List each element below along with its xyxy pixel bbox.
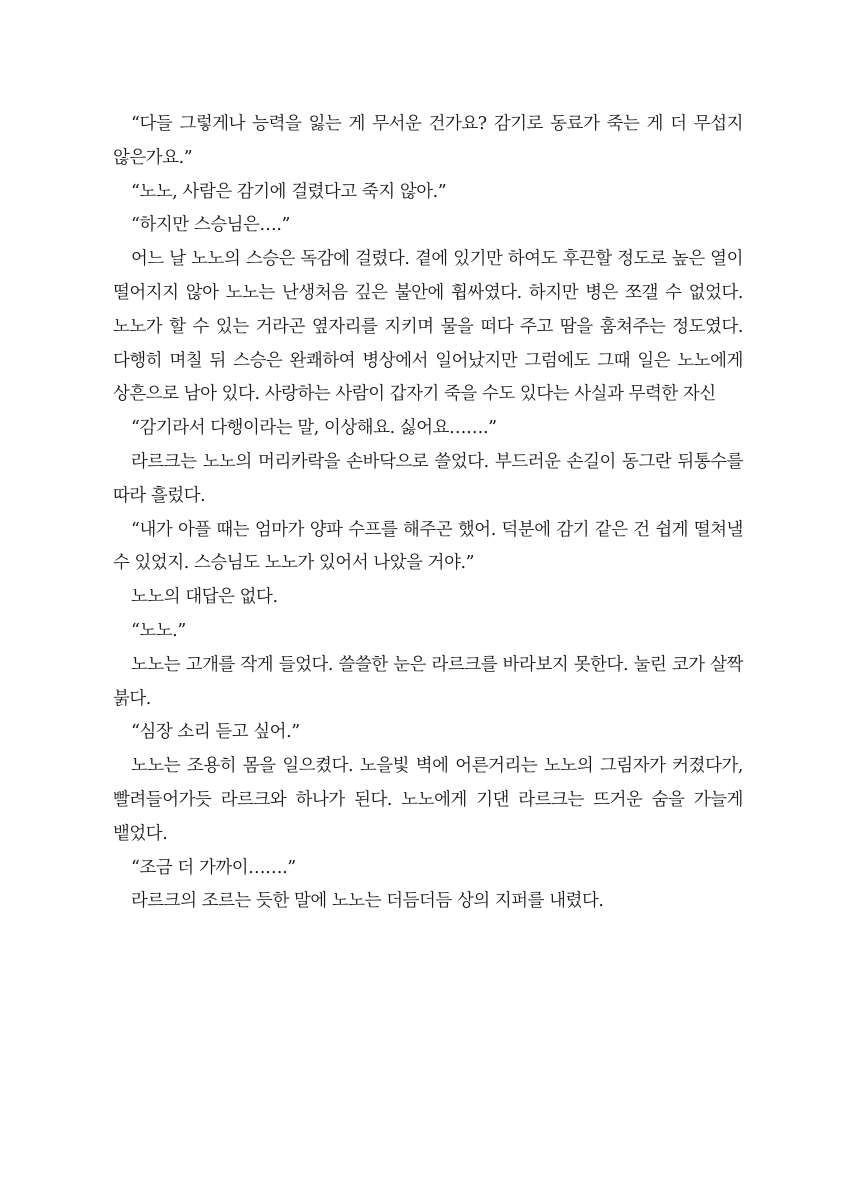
paragraph-7: “내가 아플 때는 엄마가 양파 수프를 해주곤 했어. 덕분에 감기 같은 건 쉽게 떨쳐낼 수 있었지. 스승님도 노노가 있어서 나았을 거야.” [113,519,743,574]
paragraph-1: “다들 그렇게나 능력을 잃는 게 무서운 건가요? 감기로 동료가 죽는 게 더 무섭지 않은가요.” [113,114,743,168]
paragraph-14: 라르크의 조르는 듯한 말에 노노는 더듬더듬 상의 지퍼를 내렸다. [131,891,604,912]
paragraph-12: 노노는 조용히 몸을 일으켰다. 노을빛 벽에 어른거리는 노노의 그림자가 커졌다가, 빨려들어가듯 라르크와 하나가 된다. 노노에게 기댄 라르크는 뜨거운 숨을 가늘게 뱉었다. [113,756,743,844]
paragraph-2: “노노, 사람은 감기에 걸렸다고 죽지 않아.” [131,181,447,202]
paragraph-11: “심장 소리 듣고 싶어.” [131,722,300,743]
paragraph-8: 노노의 대답은 없다. [131,587,278,608]
paragraph-6: 라르크는 노노의 머리카락을 손바닥으로 쓸었다. 부드러운 손길이 동그란 뒤통수를 따라 흘렀다. [113,451,743,506]
paragraph-13: “조금 더 가까이…….” [131,857,296,878]
paragraph-5: “감기라서 다행이라는 말, 이상해요. 싫어요…….” [131,418,497,439]
paragraph-3: “하지만 스승님은….” [131,215,291,236]
paragraph-4: 어느 날 노노의 스승은 독감에 걸렸다. 곁에 있기만 하여도 후끈할 정도로 높은 열이 떨어지지 않아 노노는 난생처음 깊은 불안에 휩싸였다. 하지만 병은 쪼갤 수 없었다. 노노가 할 수 있는 거라곤 옆자리를 지키며 물을 떠다 주고 땀을 훔쳐주는 정도였다. 다행히 며칠 뒤 스승은 완쾌하여 병상에서 일어났지만 그럼에도 그때 일은 노노에게 상흔으로 남아 있다. 사랑하는 사람이 갑자기 죽을 수도 있다는 사실과 무력한 자신 [113,249,743,405]
document-page [113,108,743,919]
paragraph-10: 노노는 고개를 작게 들었다. 쓸쓸한 눈은 라르크를 바라보지 못한다. 눌린 코가 살짝 붉다. [113,654,743,709]
paragraph-9: “노노.” [131,620,186,641]
